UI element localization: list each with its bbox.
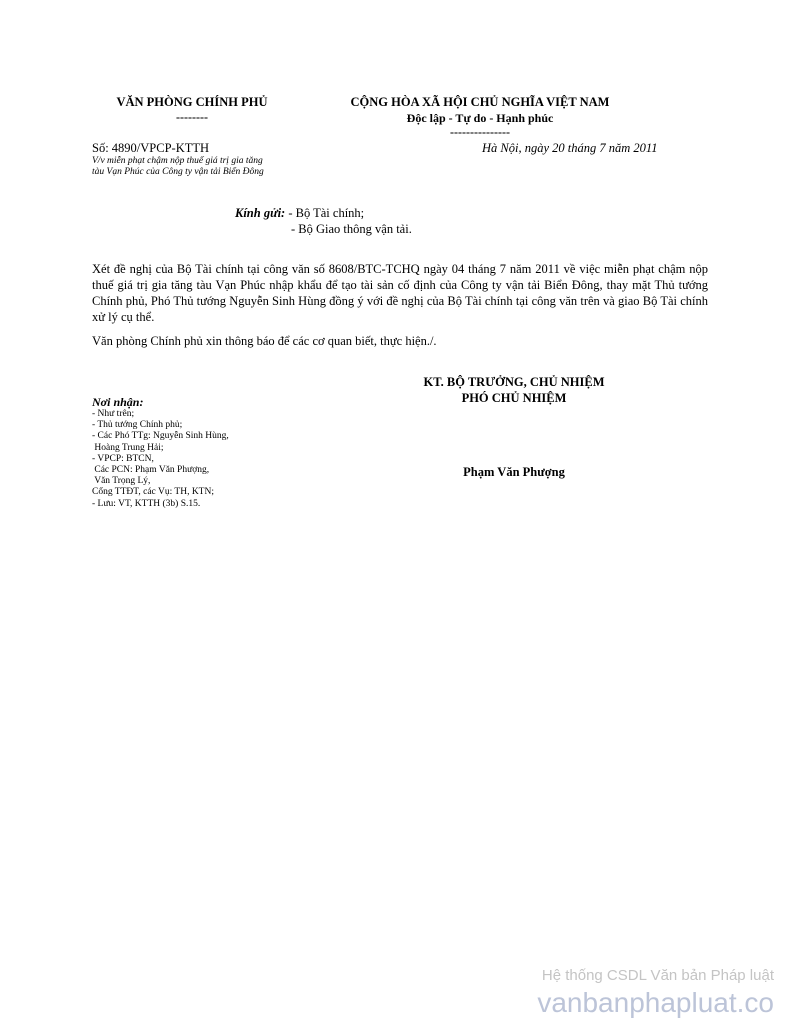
watermark <box>537 966 774 1020</box>
watermark-domain: vanbanphapluat.co <box>537 987 774 1018</box>
watermark-caption: Hệ thống CSDL Văn bản Pháp luật <box>541 967 774 984</box>
national-motto: Độc lập - Tự do - Hạnh phúc <box>406 111 554 125</box>
signer-name: Phạm Văn Phượng <box>463 465 565 479</box>
distribution-item: - Các Phó TTg: Nguyễn Sinh Hùng, <box>92 431 229 442</box>
national-title: CỘNG HÒA XÃ HỘI CHỦ NGHĨA VIỆT NAM <box>350 95 610 109</box>
distribution-item: Hoàng Trung Hải; <box>92 442 164 453</box>
subject-line: V/v miễn phạt chậm nộp thuế giá trị gia tăng <box>92 156 263 166</box>
distribution-item: - Lưu: VT, KTTH (3b) S.15. <box>92 498 201 509</box>
distribution-list <box>92 395 302 510</box>
distribution-item: - VPCP: BTCN, <box>92 453 154 464</box>
issuer-divider: -------- <box>176 110 208 124</box>
recipients-block <box>235 205 412 237</box>
signature-title: KT. BỘ TRƯỞNG, CHỦ NHIỆM <box>423 375 605 389</box>
distribution-title: Nơi nhận: <box>92 395 144 409</box>
issuer-name: VĂN PHÒNG CHÍNH PHỦ <box>116 95 268 109</box>
recipient-item: - Bộ Tài chính; <box>288 206 365 220</box>
signature-subtitle: PHÓ CHỦ NHIỆM <box>461 391 567 405</box>
recipient-item: - Bộ Giao thông vận tải. <box>291 222 412 236</box>
distribution-item: - Thủ tướng Chính phủ; <box>92 420 183 431</box>
subject-line: tàu Vạn Phúc của Công ty vận tải Biển Đông <box>92 167 264 177</box>
distribution-item: Văn Trọng Lý, <box>92 476 151 487</box>
place-and-date: Hà Nội, ngày 20 tháng 7 năm 2011 <box>482 141 658 155</box>
body-paragraph: Xét đề nghị của Bộ Tài chính tại công văn số 8608/BTC-TCHQ ngày 04 tháng 7 năm 2011 về việc miễn phạt chậm nộp thuế giá trị gia tăng tàu Vạn Phúc nhập khẩu để tạo tài sản cố định của Công ty vận tải Biển Đông, thay mặt Thủ tướng Chính phủ, Phó Thủ tướng Nguyễn Sinh Hùng đồng ý với đề nghị của Bộ Tài chính tại công văn trên và giao Bộ Tài chính xử lý cụ thể. <box>92 262 708 324</box>
document-number: Số: 4890/VPCP-KTTH <box>92 141 210 155</box>
recipients-label: Kính gửi: <box>235 206 286 220</box>
document-subject <box>92 156 302 178</box>
national-divider: --------------- <box>450 125 510 139</box>
signature-block <box>400 374 628 406</box>
distribution-item: - Như trên; <box>92 409 135 419</box>
document-body <box>92 261 708 357</box>
national-header <box>330 94 630 138</box>
body-paragraph: Văn phòng Chính phủ xin thông báo để các cơ quan biết, thực hiện./. <box>92 334 437 348</box>
distribution-item: Các PCN: Phạm Văn Phượng, <box>92 465 210 476</box>
issuer-header <box>92 94 292 124</box>
distribution-item: Cổng TTĐT, các Vụ: TH, KTN; <box>92 487 214 498</box>
